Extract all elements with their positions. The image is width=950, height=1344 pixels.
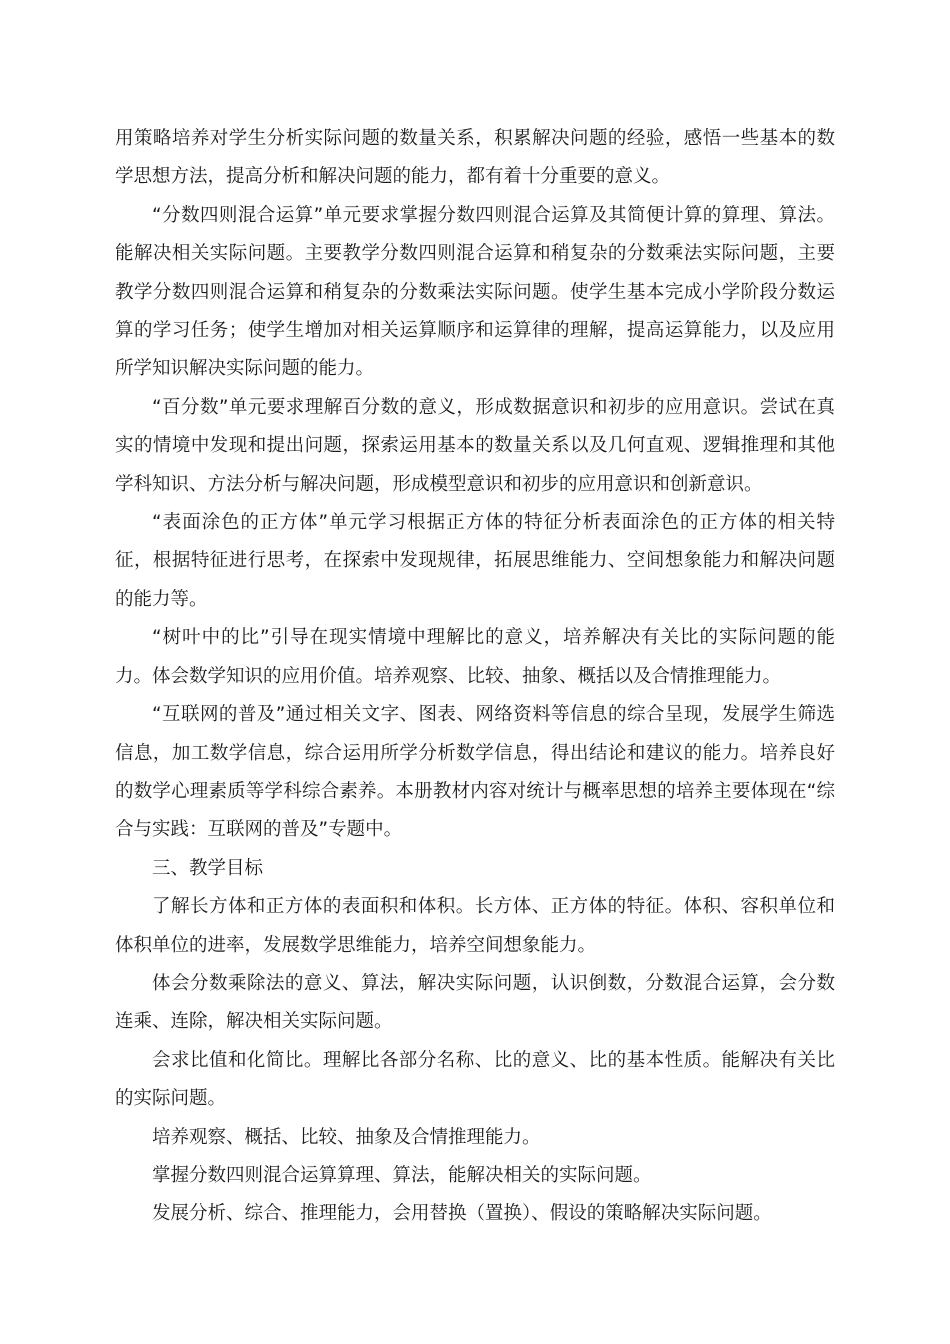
paragraph-fraction-operations: “分数四则混合运算”单元要求掌握分数四则混合运算及其简便计算的算理、算法。能解决相关实际问题。主要教学分数四则混合运算和稍复杂的分数乘法实际问题，主要教学分数四则混合运算和稍复杂的分数乘法实际问题。使学生基本完成小学阶段分数运算的学习任务；使学生增加对相关运算顺序和运算律的理解，提高运算能力，以及应用所学知识解决实际问题的能力。	[115, 204, 835, 380]
paragraph-strategy-intro: 用策略培养对学生分析实际问题的数量关系，积累解决问题的经验，感悟一些基本的数学思想方法，提高分析和解决问题的能力，都有着十分重要的意义。	[115, 128, 835, 188]
section-heading-teaching-goals: 三、教学目标	[152, 857, 264, 879]
paragraph-percentage: “百分数”单元要求理解百分数的意义，形成数据意识和初步的应用意识。尝试在真实的情境中发现和提出问题，探索运用基本的数量关系以及几何直观、逻辑推理和其他学科知识、方法分析与解决问题，形成模型意识和初步的应用意识和创新意识。	[115, 396, 835, 495]
goal-cuboid-cube: 了解长方体和正方体的表面积和体积。长方体、正方体的特征。体积、容积单位和体积单位的进率，发展数学思维能力，培养空间想象能力。	[115, 896, 835, 956]
goal-reasoning: 培养观察、概括、比较、抽象及合情推理能力。	[152, 1126, 541, 1148]
goal-strategies: 发展分析、综合、推理能力，会用替换（置换）、假设的策略解决实际问题。	[152, 1203, 772, 1225]
goal-fraction-multiply-divide: 体会分数乘除法的意义、算法，解决实际问题，认识倒数，分数混合运算，会分数连乘、连除，解决相关实际问题。	[115, 972, 835, 1033]
paragraph-leaf-ratio: “树叶中的比”引导在现实情境中理解比的意义，培养解决有关比的实际问题的能力。体会数学知识的应用价值。培养观察、比较、抽象、概括以及合情推理能力。	[115, 627, 835, 687]
paragraph-painted-cube: “表面涂色的正方体”单元学习根据正方体的特征分析表面涂色的正方体的相关特征，根据特征进行思考，在探索中发现规律，拓展思维能力、空间想象能力和解决问题的能力等。	[115, 512, 835, 610]
goal-mixed-operations: 掌握分数四则混合运算算理、算法，能解决相关的实际问题。	[152, 1164, 652, 1186]
paragraph-internet: “互联网的普及”通过相关文字、图表、网络资料等信息的综合呈现，发展学生筛选信息，加工数学信息，综合运用所学分析数学信息，得出结论和建议的能力。培养良好的数学心理素质等学科综合素养。本册教材内容对统计与概率思想的培养主要体现在“综合与实践：互联网的普及”专题中。	[115, 704, 835, 841]
goal-ratio: 会求比值和化简比。理解比各部分名称、比的意义、比的基本性质。能解决有关比的实际问题。	[115, 1049, 835, 1110]
document-page	[115, 120, 835, 1234]
